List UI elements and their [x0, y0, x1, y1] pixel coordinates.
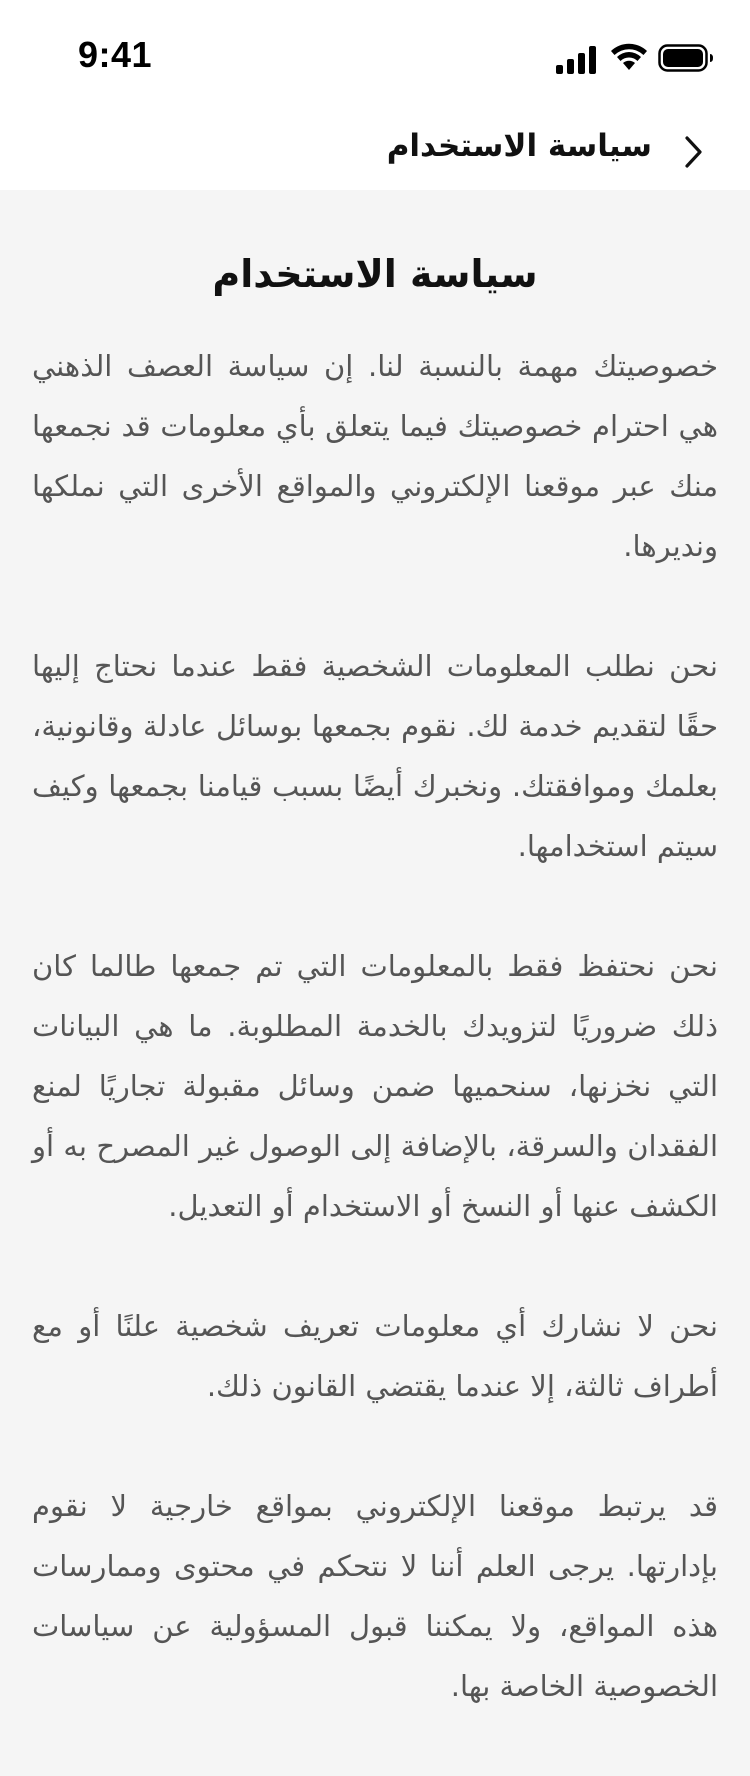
status-time: 9:41 — [78, 34, 153, 75]
wifi-icon — [610, 42, 648, 72]
policy-paragraph: خصوصيتك مهمة بالنسبة لنا. إن سياسة العصف الذهني هي احترام خصوصيتك فيما يتعلق بأي معلومات قد نجمعها منك عبر موقعنا الإلكتروني والمواقع الأخرى التي نملكها ونديرها. — [32, 349, 718, 563]
policy-body — [32, 336, 718, 1776]
nav-title: سياسة الاستخدام — [386, 128, 652, 164]
policy-paragraph: قد يرتبط موقعنا الإلكتروني بمواقع خارجية لا نقوم بإدارتها. يرجى العلم أننا لا نتحكم في محتوى وممارسات هذه المواقع، ولا يمكننا قبول المسؤولية عن سياسات الخصوصية الخاصة بها. — [32, 1489, 718, 1703]
policy-content[interactable] — [0, 190, 750, 1703]
page-heading: سياسة الاستخدام — [212, 252, 538, 296]
chevron-icon — [683, 134, 705, 170]
policy-paragraph: نحن نطلب المعلومات الشخصية فقط عندما نحتاج إليها حقًا لتقديم خدمة لك. نقوم بجمعها بوسائل عادلة وقانونية، بعلمك وموافقتك. ونخبرك أيضًا بسبب قيامنا بجمعها وكيف سيتم استخدامها. — [32, 649, 718, 863]
back-button[interactable] — [670, 128, 718, 176]
status-bar — [0, 0, 750, 112]
policy-paragraph: نحن نحتفظ فقط بالمعلومات التي تم جمعها طالما كان ذلك ضروريًا لتزويدك بالخدمة المطلوبة. ما هي البيانات التي نخزنها، سنحميها ضمن وسائل مقبولة تجاريًا لمنع الفقدان والسرقة، بالإضافة إلى الوصول غير المصرح به أو الكشف عنها أو النسخ أو الاستخدام أو التعديل. — [32, 949, 718, 1223]
navigation-bar — [0, 112, 750, 190]
policy-paragraph: نحن لا نشارك أي معلومات تعريف شخصية علنًا أو مع أطراف ثالثة، إلا عندما يقتضي القانون ذلك. — [32, 1309, 718, 1403]
battery-icon — [658, 44, 714, 72]
cellular-signal-icon — [556, 46, 598, 74]
